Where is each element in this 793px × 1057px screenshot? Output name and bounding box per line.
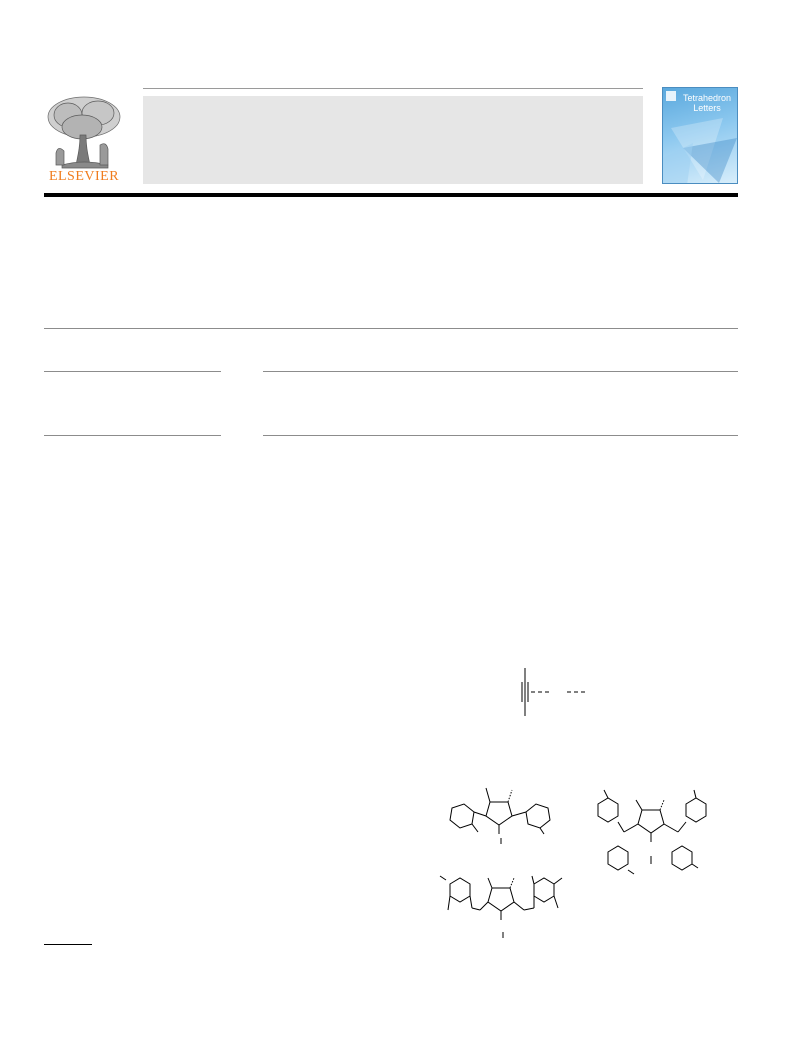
journal-banner [143, 96, 643, 184]
divider-rule [44, 328, 738, 329]
cover-seal-icon [666, 91, 676, 101]
footnote-rule [44, 944, 92, 945]
abstract-rule-top [263, 371, 738, 372]
bis-benzyl-ligand [436, 868, 572, 942]
article-info-rule-top [44, 371, 221, 372]
header-thick-rule [44, 193, 738, 197]
abstract-rule-bottom [263, 435, 738, 436]
bis-aryl-ligand [440, 782, 560, 846]
article-info-rule-bottom [44, 435, 221, 436]
bis-diarylmethyl-ligand [582, 790, 722, 886]
header-top-rule [143, 88, 643, 89]
publisher-name: ELSEVIER [48, 169, 120, 184]
journal-cover [662, 87, 738, 184]
cover-title: Tetrahedron Letters [682, 93, 732, 113]
tether-scheme [515, 668, 595, 718]
